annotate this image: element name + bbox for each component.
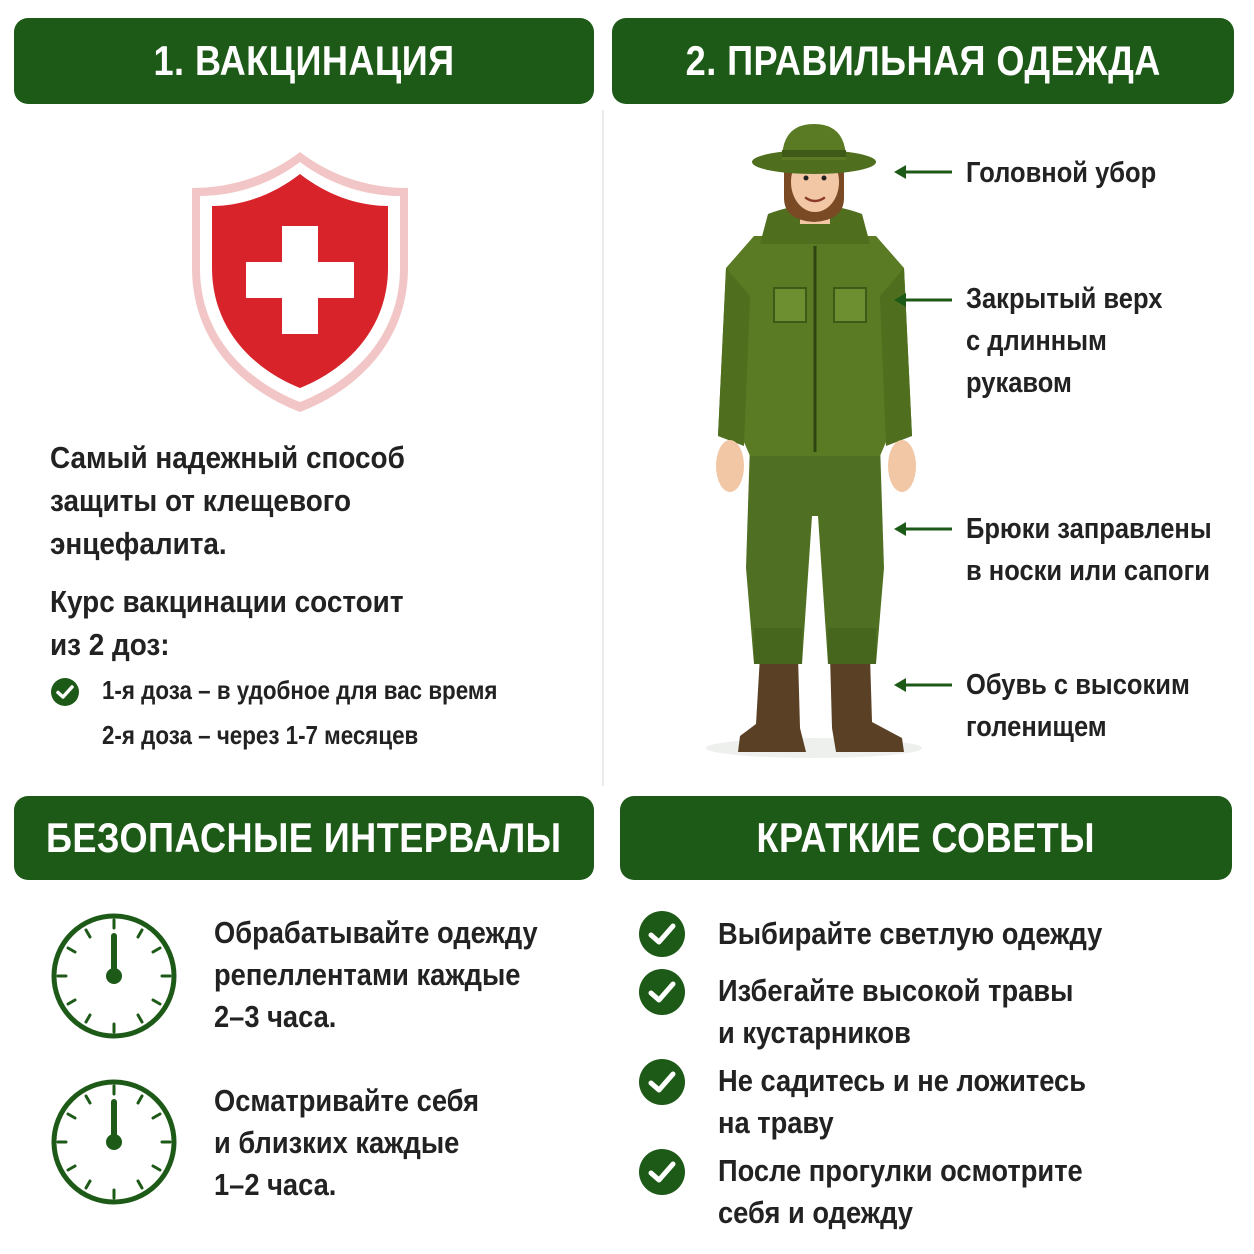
tip-avoid-grass: Избегайте высокой травы и кустарников: [718, 973, 1074, 1050]
person-clothing-illustration: [690, 116, 930, 762]
label-closed-top: Закрытый верх с длинным рукавом: [966, 283, 1163, 399]
section-title-intervals: БЕЗОПАСНЫЕ ИНТЕРВАЛЫ: [14, 796, 594, 880]
dose-2: 2-я доза – через 1-7 месяцев: [102, 720, 419, 750]
dose-1: 1-я доза – в удобное для вас время: [102, 675, 498, 705]
check-circle-icon: [638, 910, 686, 958]
clock-icon: [48, 1076, 180, 1208]
section-title-clothing: 2. ПРАВИЛЬНАЯ ОДЕЖДА: [612, 18, 1234, 104]
label-headwear: Головной убор: [966, 157, 1157, 189]
tip-inspect-after-walk: После прогулки осмотрите себя и одежду: [718, 1153, 1083, 1230]
check-circle-icon: [638, 968, 686, 1016]
tip-light-clothing: Выбирайте светлую одежду: [718, 916, 1103, 951]
arrow-left-icon: [894, 162, 952, 182]
interval-item-inspect: Осматривайте себя и близких каждые 1–2 часа.: [214, 1083, 480, 1202]
tip-dont-sit: Не садитесь и не ложитесь на траву: [718, 1063, 1086, 1140]
section-title-tips: КРАТКИЕ СОВЕТЫ: [620, 796, 1232, 880]
check-circle-icon: [638, 1058, 686, 1106]
vaccination-description: Самый надежный способ защиты от клещевого энцефалита.: [50, 440, 405, 561]
label-boots: Обувь с высоким голенищем: [966, 669, 1190, 743]
arrow-left-icon: [894, 290, 952, 310]
section-title-vaccination: 1. ВАКЦИНАЦИЯ: [14, 18, 594, 104]
check-circle-icon: [638, 1148, 686, 1196]
arrow-left-icon: [894, 519, 952, 539]
vaccination-course: Курс вакцинации состоит из 2 доз:: [50, 584, 404, 662]
label-pants: Брюки заправлены в носки или сапоги: [966, 513, 1212, 587]
vertical-divider: [602, 110, 604, 786]
clock-icon: [48, 910, 180, 1042]
check-circle-icon: [50, 677, 80, 707]
arrow-left-icon: [894, 675, 952, 695]
interval-item-repellent: Обрабатывайте одежду репеллентами каждые 2–3 часа.: [214, 915, 538, 1034]
shield-cross-icon: [188, 148, 412, 416]
